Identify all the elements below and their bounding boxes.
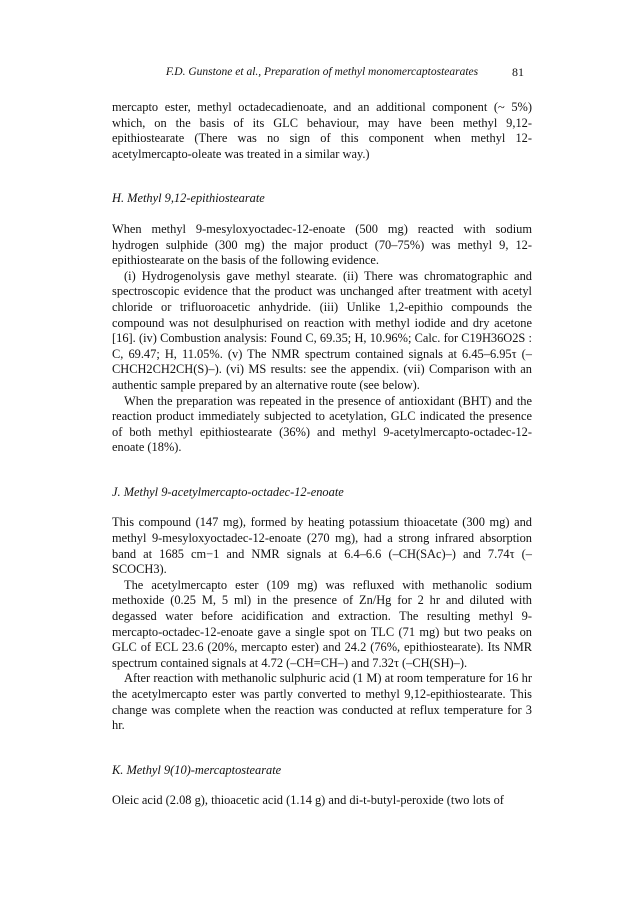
- paragraph: Oleic acid (2.08 g), thioacetic acid (1.14 g) and di-t-butyl-peroxide (two lots of: [112, 793, 504, 808]
- section-heading-j: J. Methyl 9-acetylmercapto-octadec-12-enoate: [112, 484, 344, 499]
- paragraph: (i) Hydrogenolysis gave methyl stearate. (ii) There was chromatographic and spectroscopic evidence that the product was unchanged after treatment with acetyl chloride or trifluoroacetic anhydride. (iii) Unlike 1,2-epithio compounds the compound was not desulphurised on reaction with methyl iodide and dry acetone [16]. (iv) Combustion analysis: Found C, 69.35; H, 10.96%; Calc. for C19H36O2S : C, 69.47; H, 11.05%. (v) The NMR spectrum contained signals at 6.45–6.95τ (–CHCH2CH2CH(S)–). (vi) MS results: see the appendix. (vii) Comparison with an authentic sample prepared by an alternative route (see below).: [112, 268, 532, 392]
- paragraph: When methyl 9-mesyloxyoctadec-12-enoate (500 mg) reacted with sodium hydrogen sulphide (300 mg) the major product (70–75%) was methyl 9, 12-epithiostearate on the basis of the following evidence.: [112, 221, 532, 268]
- running-head: F.D. Gunstone et al., Preparation of methyl monomercaptostearates: [165, 66, 479, 78]
- section-heading-k: K. Methyl 9(10)-mercaptostearate: [112, 762, 282, 777]
- section-heading-h: H. Methyl 9,12-epithiostearate: [112, 191, 265, 206]
- paragraph-continued: mercapto ester, methyl octadecadienoate, and an additional component (~ 5%) which, on the basis of its GLC behaviour, may have been methyl 9,12-epithiostearate (There was no sign of this component when methyl 12-acetylmercapto-oleate was treated in a similar way.): [112, 100, 532, 161]
- body-text: [112, 100, 532, 809]
- paragraph: This compound (147 mg), formed by heating potassium thioacetate (300 mg) and methyl 9-mesyloxyoctadec-12-enoate (270 mg), had a strong infrared absorption band at 1685 cm−1 and NMR signals at 6.4–6.6 (–CH(SAc)–) and 7.74τ (–SCOCH3).: [112, 515, 532, 577]
- paragraph: After reaction with methanolic sulphuric acid (1 M) at room temperature for 16 hr the acetylmercapto ester was partly converted to methyl 9,12-epithiostearate. This change was complete when the reaction was conducted at reflux temperature for 3 hr.: [112, 671, 532, 733]
- paragraph: The acetylmercapto ester (109 mg) was refluxed with methanolic sodium methoxide (0.25 M, 5 ml) in the presence of Zn/Hg for 2 hr and diluted with degassed water before acidification and extraction. The resulting methyl 9-mercapto-octadec-12-enoate gave a single spot on TLC (71 mg) but two peaks on GLC of ECL 23.6 (20%, mercapto ester) and 24.2 (76%, epithiostearate). Its NMR spectrum contained signals at 4.72 (–CH=CH–) and 7.32τ (–CH(SH)–).: [112, 577, 532, 670]
- paragraph: When the preparation was repeated in the presence of antioxidant (BHT) and the reaction product immediately subjected to acetylation, GLC indicated the presence of both methyl epithiostearate (36%) and methyl 9-acetylmercapto-octadec-12-enoate (18%).: [112, 393, 532, 455]
- page-number: 81: [512, 65, 524, 79]
